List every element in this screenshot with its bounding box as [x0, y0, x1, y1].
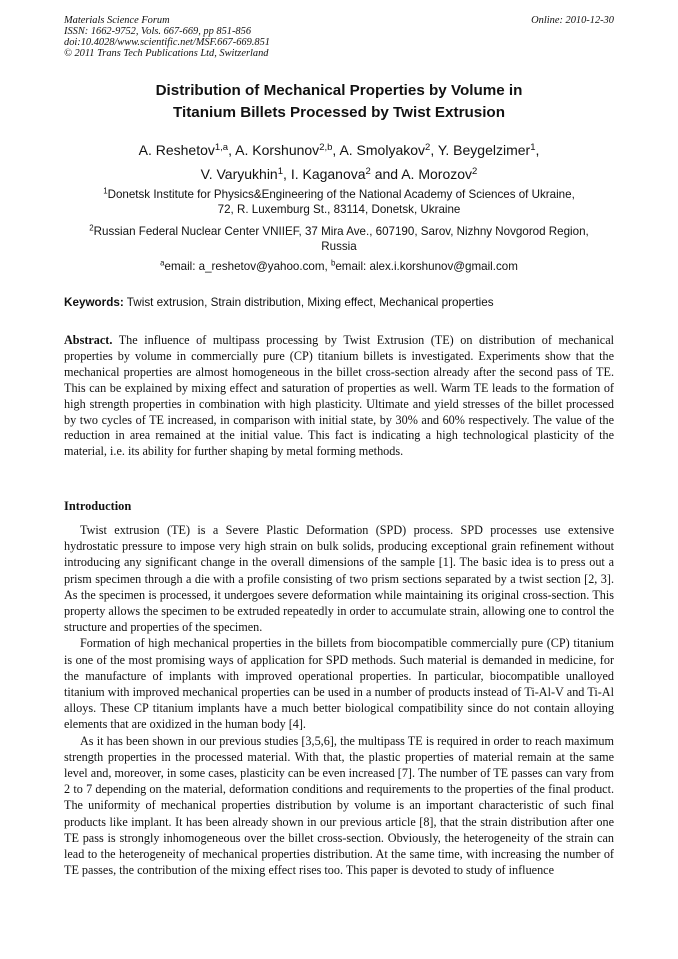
affiliation-2-line-1: Russian Federal Nuclear Center VNIIEF, 37 Mira Ave., 607190, Sarov, Nizhny Novgorod Region, [93, 225, 589, 238]
author-separator: , [332, 142, 340, 158]
affiliation-2 [64, 224, 614, 254]
section-heading: Introduction [64, 499, 132, 513]
author-separator: , [283, 166, 291, 182]
keywords [64, 296, 614, 310]
paper-title [40, 80, 638, 124]
affiliation-mark: 2 [89, 223, 94, 233]
author-affiliation-mark: 2,b [319, 141, 333, 153]
journal-header [64, 15, 270, 59]
copyright-line: © 2011 Trans Tech Publications Ltd, Switzerland [64, 48, 269, 59]
author-affiliation-mark: 1 [530, 141, 536, 153]
author-name: Y. Beygelzimer [437, 142, 531, 158]
email-b: email: alex.i.korshunov@gmail.com [335, 260, 518, 273]
issn-line: ISSN: 1662-9752, Vols. 667-669, pp 851-856 [64, 26, 252, 37]
affiliation-1-line-2: 72, R. Luxemburg St., 83114, Donetsk, Ukraine [217, 203, 461, 216]
paragraph: As it has been shown in our previous studies [3,5,6], the multipass TE is required in order to reach maximum strength properties in the processed material. With that, the plastic properties of material remain at the same level and, moreover, in some cases, plasticity can be even increased [7]. The number of TE passes can vary from 2 to 7 depending on the material, deformation conditions and requirements to the properties of the final product. The uniformity of mechanical properties distribution by volume is an important characteristic of such final products like implant. It has been already shown in our previous article [8], that the strain distribution after one TE pass is strongly inhomogeneous over the billet cross-section. Obviously, the heterogeneity of the strain can lead to the heterogeneity of mechanical properties distribution. At the same time, with increasing the number of TE passes, the contribution of the mixing effect rises too. This paper is devoted to study of influence [64, 733, 614, 878]
paragraph: Twist extrusion (TE) is a Severe Plastic Deformation (SPD) process. SPD processes use extensive hydrostatic pressure to impose very high strain on bulk solids, producing exceptional grain refinement without introducing any significant change in the overall dimensions of the sample [1]. The basic idea is to press out a prism specimen through a die with a profile consisting of two prism sections separated by a twist section [2, 3]. As the specimen is processed, it undergoes severe deformation while maintaining its original cross-section. This property allows the specimen to be extruded repeatedly in order to accumulate strain, allowing one to control the structure and properties of the specimen. [64, 523, 614, 635]
abstract [64, 333, 614, 460]
introduction-body [64, 522, 614, 878]
affiliation-2-line-2: Russia [321, 240, 357, 253]
author-separator: , [228, 142, 236, 158]
journal-name: Materials Science Forum [64, 15, 170, 26]
author-separator: , [535, 142, 540, 158]
author-affiliation-mark: 2 [425, 141, 431, 153]
author-name: A. Reshetov [138, 142, 215, 158]
email-mark-b: b [330, 258, 336, 268]
author-list [40, 138, 638, 186]
affiliation-1-line-1: Donetsk Institute for Physics&Engineering of the National Academy of Sciences of Ukraine, [107, 188, 575, 201]
affiliation-mark: 1 [103, 186, 108, 196]
author-line-1 [40, 138, 638, 162]
author-separator: , [430, 142, 438, 158]
email-line [64, 259, 614, 274]
author-line-2 [40, 162, 638, 186]
author-separator: and [370, 166, 402, 182]
paragraph: Formation of high mechanical properties in the billets from biocompatible commercially pure (CP) titanium is one of the most promising ways of application for SPD methods. Such material is demanded in medicine, for the manufacture of implants with improved operational properties. In particular, biocompatible unalloyed titanium with improved mechanical properties can be used in a number of products instead of Ti-Al-V and Ti-Al alloys. These CP titanium implants have a much better biological compatibility since do not contain alloying elements that are oxidized in the human body [4]. [64, 636, 614, 732]
author-name: A. Korshunov [235, 142, 320, 158]
author-affiliation-mark: 2 [472, 165, 478, 177]
title-line-2: Titanium Billets Processed by Twist Extrusion [173, 104, 505, 121]
abstract-text: The influence of multipass processing by Twist Extrusion (TE) on distribution of mechanical properties by volume in commercially pure (CP) titanium billets is investigated. Experiments show that the mechanical properties are almost homogeneous in the billet cross-section already after the second pass of TE. This can be explained by mixing effect and saturation of properties as well. Warm TE leads to the formation of high strength properties in combination with high plasticity. Ultimate and yield stresses of the billet processed by two cycles of TE increased, in comparison with initial state, by 30% and 60% respectively. The value of the reduction in area remained at the initial value. This fact is indicating a high technological plasticity of the material, i.e. its ability for further shaping by metal forming methods. [64, 333, 614, 459]
author-affiliation-mark: 1 [277, 165, 284, 177]
author-name: I. Kaganova [290, 166, 366, 182]
email-mark-a: a [160, 258, 165, 268]
doi-line: doi:10.4028/www.scientific.net/MSF.667-669.851 [64, 37, 270, 48]
keywords-text: Twist extrusion, Strain distribution, Mixing effect, Mechanical properties [123, 296, 494, 309]
author-affiliation-mark: 1,a [214, 141, 229, 153]
online-date: Online: 2010-12-30 [531, 15, 614, 26]
author-name: A. Smolyakov [339, 142, 426, 158]
keywords-label: Keywords: [64, 296, 124, 309]
author-affiliation-mark: 2 [365, 165, 371, 177]
abstract-label: Abstract. [64, 333, 113, 347]
email-a: email: a_reshetov@yahoo.com, [164, 260, 331, 273]
author-name: V. Varyukhin [200, 166, 278, 182]
author-name: A. Morozov [401, 166, 473, 182]
title-line-1: Distribution of Mechanical Properties by Volume in [155, 82, 523, 99]
affiliation-1 [64, 187, 614, 217]
